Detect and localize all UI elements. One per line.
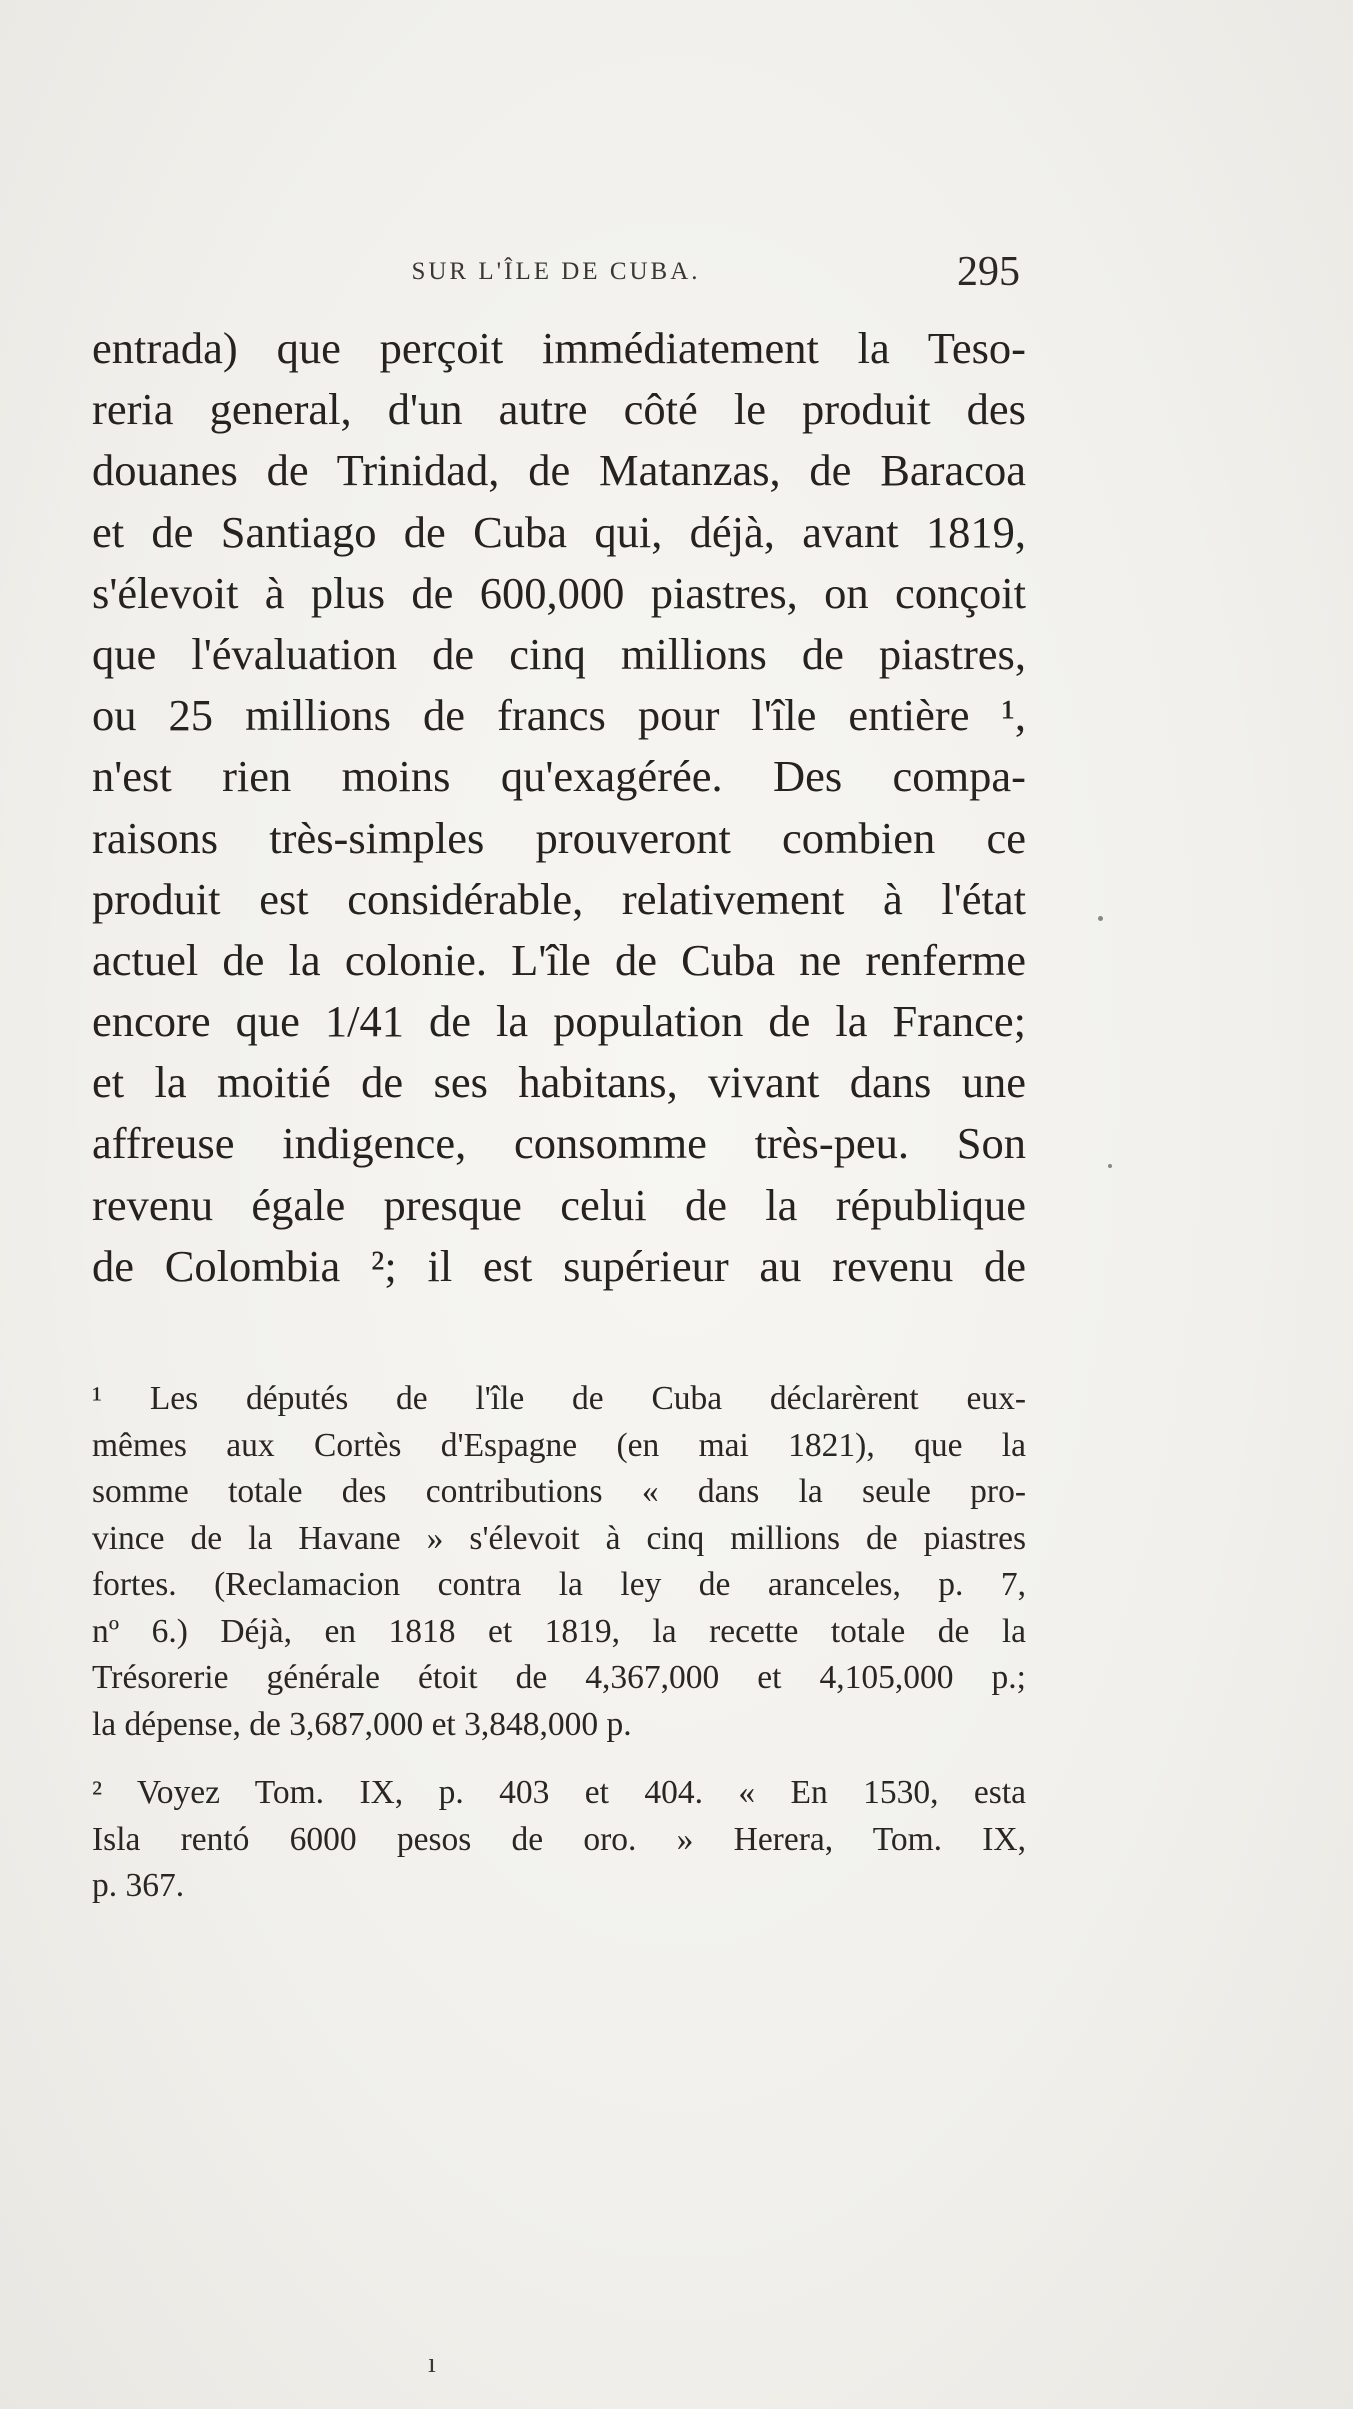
footnote-line: Isla rentó 6000 pesos de oro. » Herera, Tom. IX, [92,1820,1026,1858]
body-line: s'élevoit à plus de 600,000 piastres, on conçoit [92,567,1026,618]
footnote-line: p. 367. [92,1867,185,1904]
body-line: et la moitié de ses habitans, vivant dans une [92,1057,1026,1108]
body-line: entrada) que perçoit immédiatement la Teso- [92,323,1026,373]
body-line: raisons très-simples prouveront combien ce [92,812,1026,863]
footnote-line: somme totale des contributions « dans la seule pro- [92,1473,1026,1510]
body-line: douanes de Trinidad, de Matanzas, de Baracoa [92,445,1026,496]
footnote-line: mêmes aux Cortès d'Espagne (en mai 1821), que la [92,1426,1026,1464]
body-line: que l'évaluation de cinq millions de piastres, [92,628,1026,679]
body-line: encore que 1/41 de la population de la France; [92,996,1026,1047]
footnote-line: ¹ Les députés de l'île de Cuba déclarèrent eux- [92,1380,1026,1417]
footnote-line: ² Voyez Tom. IX, p. 403 et 404. « En 1530, esta [92,1774,1026,1811]
body-line: et de Santiago de Cuba qui, déjà, avant 1819, [92,506,1026,557]
footnote-2 [92,1770,1026,1910]
footnote-line: vince de la Havane » s'élevoit à cinq millions de piastres [92,1519,1026,1557]
stray-ink-mark: ı [428,2348,436,2379]
footnotes [92,1376,1026,1910]
body-line: ou 25 millions de francs pour l'île entière ¹, [92,690,1026,741]
footnote-line: Trésorerie générale étoit de 4,367,000 et 4,105,000 p.; [92,1659,1026,1696]
body-text [92,318,1026,1297]
body-line: revenu égale presque celui de la république [92,1179,1026,1230]
footnote-line: fortes. (Reclamacion contra la ley de aranceles, p. 7, [92,1566,1026,1603]
page-header [92,249,1020,295]
running-head: SUR L'ÎLE DE CUBA. [411,258,701,285]
footnote-line: nº 6.) Déjà, en 1818 et 1819, la recette totale de la [92,1612,1026,1650]
body-line: actuel de la colonie. L'île de Cuba ne renferme [92,934,1026,985]
footnote-line: la dépense, de 3,687,000 et 3,848,000 p. [92,1705,632,1743]
body-line: affreuse indigence, consomme très-peu. Son [92,1118,1026,1169]
body-line: produit est considérable, relativement à l'état [92,873,1026,924]
body-line: n'est rien moins qu'exagérée. Des compa- [92,751,1026,802]
paper-speck [1098,916,1103,921]
page-number: 295 [957,249,1020,295]
body-line: de Colombia ²; il est supérieur au revenu de [92,1240,1026,1291]
body-line: reria general, d'un autre côté le produit des [92,384,1026,435]
paper-speck [1108,1164,1112,1168]
footnote-1 [92,1376,1026,1748]
